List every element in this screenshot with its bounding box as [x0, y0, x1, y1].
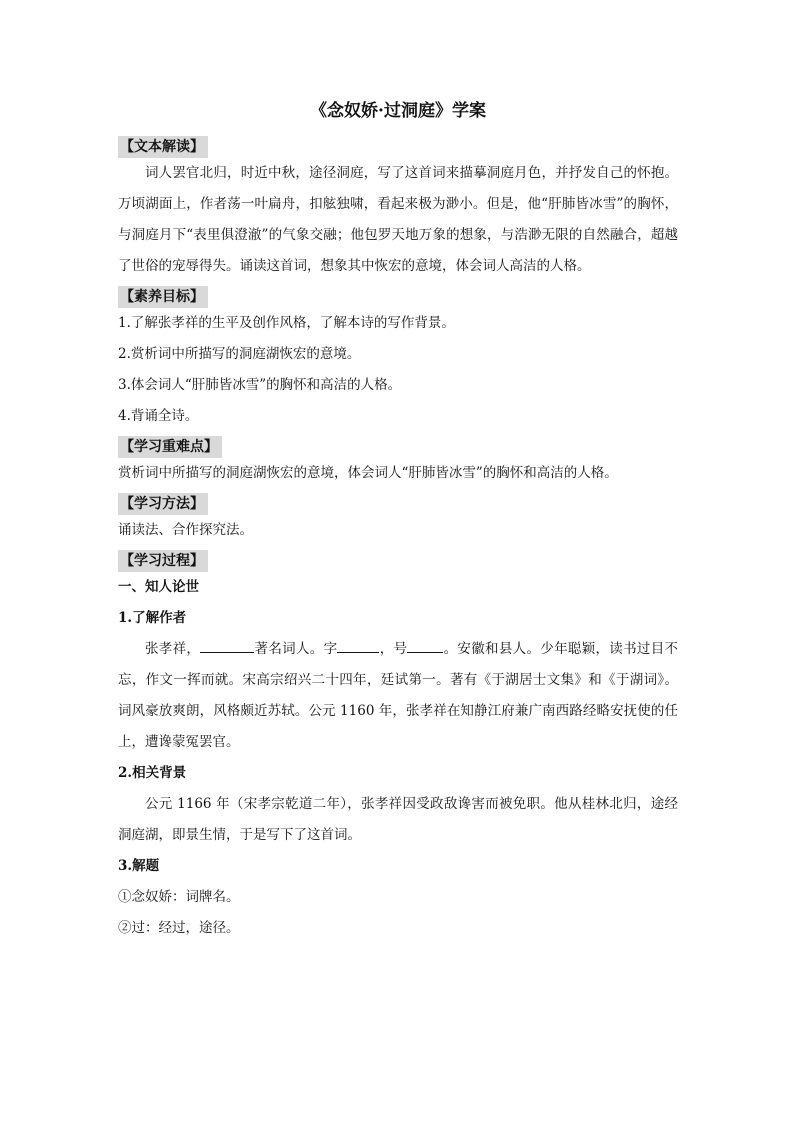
part-heading: 一、知人论世 [118, 579, 199, 595]
background-paragraph: 公元 1166 年（宋孝宗乾道二年），张孝祥因受政敌谗害而被免职。他从桂林北归，途经洞庭湖，即景生情，于是写下了这首词。 [118, 796, 678, 843]
sub-heading: 2.相关背景 [118, 765, 187, 781]
fill-blank-pen-name[interactable] [407, 638, 443, 653]
goal-item: 2.赏析词中所描写的洞庭湖恢宏的意境。 [118, 346, 361, 362]
explain-item: ①念奴娇：词牌名。 [118, 889, 240, 905]
section-heading: 【学习方法】 [118, 493, 208, 515]
section-heading: 【学习重难点】 [118, 436, 222, 458]
author-paragraph [118, 634, 678, 758]
methods-text: 诵读法、合作探究法。 [118, 522, 253, 538]
author-text: 。安徽和县人。少年聪颖，读书过目不忘，作文一挥而就。宋高宗绍兴二十四年，廷试第一。著有《于湖居士文集》和《于湖词》。词风豪放爽朗，风格颇近苏轼。公元 1160 年，张孝祥在知静江府兼广南西路经略安抚使的任上，遭谗蒙冤罢官。 [118, 641, 679, 750]
section-process [118, 550, 678, 944]
author-text: 张孝祥， [145, 641, 201, 657]
reading-paragraph: 词人罢官北归，时近中秋，途径洞庭，写了这首词来描摹洞庭月色，并抒发自己的怀抱。万顷湖面上，作者荡一叶扁舟，扣舷独啸，看起来极为渺小。但是，他“肝肺皆冰雪”的胸怀，与洞庭月下“表里俱澄澈”的气象交融；他包罗天地万象的想象，与浩渺无限的自然融合，超越了世俗的宠辱得失。诵读这首词，想象其中恢宏的意境，体会词人高洁的人格。 [118, 165, 678, 274]
sub-heading: 3.解题 [118, 858, 160, 874]
goal-item: 3.体会词人“肝肺皆冰雪”的胸怀和高洁的人格。 [118, 377, 402, 393]
section-goals [118, 286, 678, 432]
section-heading: 【学习过程】 [118, 550, 208, 572]
keypoints-text: 赏析词中所描写的洞庭湖恢宏的意境，体会词人“肝肺皆冰雪”的胸怀和高洁的人格。 [118, 465, 618, 481]
fill-blank-courtesy-name[interactable] [337, 638, 379, 653]
goal-item: 4.背诵全诗。 [118, 408, 199, 424]
section-reading [118, 136, 678, 282]
document-title: 《念奴娇·过洞庭》学案 [310, 101, 486, 121]
section-methods [118, 493, 678, 546]
section-heading: 【文本解读】 [118, 136, 208, 158]
section-keypoints [118, 436, 678, 489]
section-heading: 【素养目标】 [118, 286, 208, 308]
document-page [118, 100, 678, 944]
sub-heading: 1.了解作者 [118, 610, 187, 626]
explain-item: ②过：经过，途径。 [118, 920, 240, 936]
goal-item: 1.了解张孝祥的生平及创作风格，了解本诗的写作背景。 [118, 315, 455, 331]
author-text: ，号 [379, 641, 408, 657]
author-text: 著名词人。字 [254, 641, 338, 657]
fill-blank-era[interactable] [200, 638, 254, 653]
